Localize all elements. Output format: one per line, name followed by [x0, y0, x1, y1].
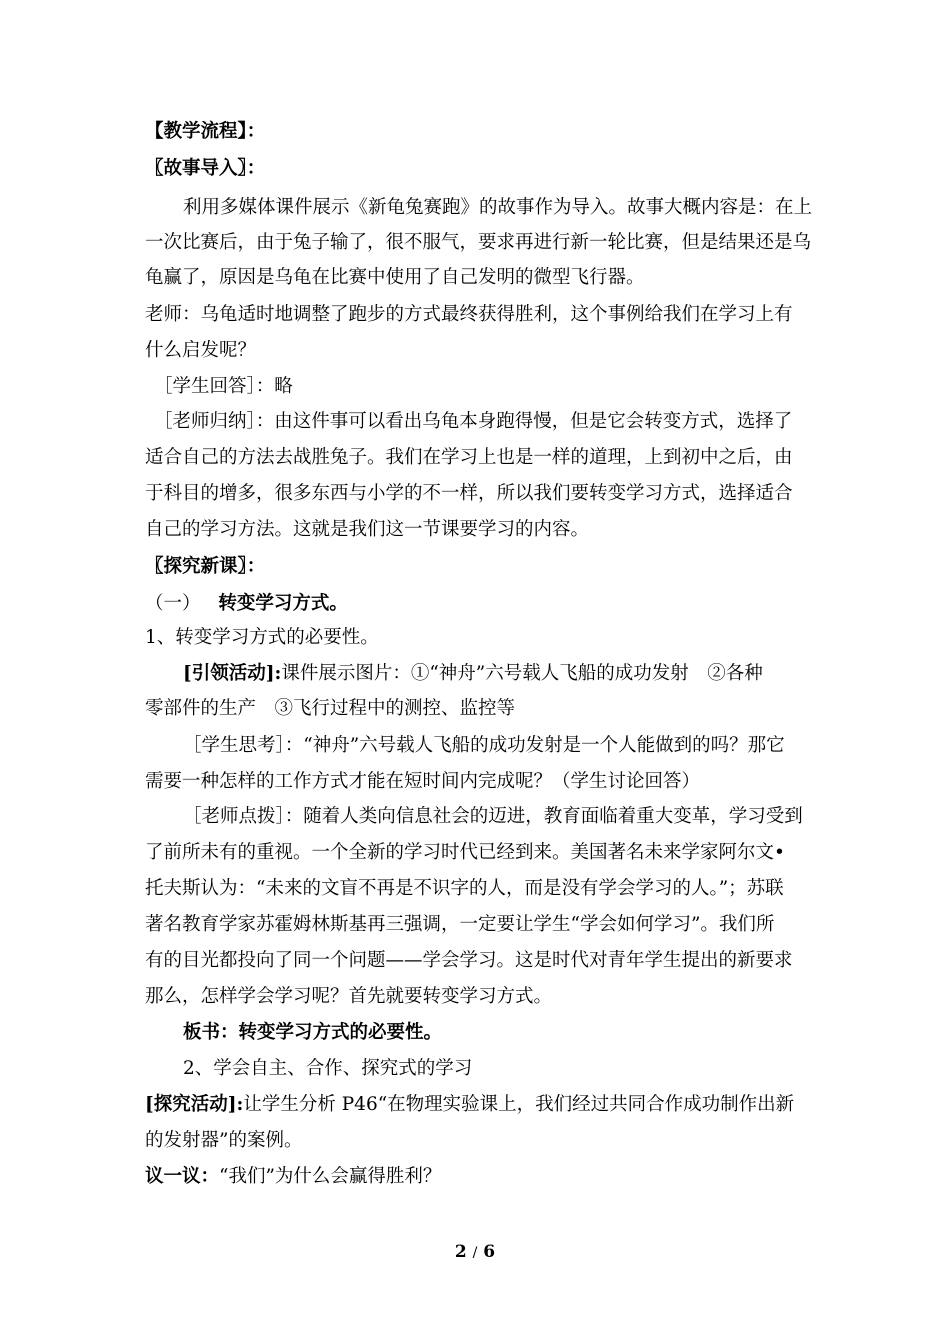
- explore-activity-line: [145, 1094, 794, 1116]
- explore-activity-label: [探究活动]:: [145, 1094, 244, 1115]
- explore-activity-text: 让学生分析 P46“在物理实验课上，我们经过共同合作成功制作出新: [243, 1094, 795, 1115]
- teacher-summary-line: 适合自己的方法去战胜兔子。我们在学习上也是一样的道理，上到初中之后，由: [145, 447, 793, 468]
- paragraph-line: 一次比赛后，由于兔子输了，很不服气，要求再进行新一轮比赛，但是结果还是乌: [145, 232, 812, 253]
- discuss-text: “我们”为什么会赢得胜利？: [219, 1166, 442, 1187]
- page-separator: /: [472, 1245, 478, 1261]
- paragraph-line: 龟赢了，原因是乌龟在比赛中使用了自己发明的微型飞行器。: [145, 267, 645, 288]
- section-heading: [145, 593, 348, 615]
- section-title: 转变学习方式。: [218, 593, 348, 614]
- current-page: 2: [454, 1242, 467, 1262]
- section-number: （一）: [145, 593, 201, 614]
- teacher-guide-line: 了前所未有的重视。一个全新的学习时代已经到来。美国著名未来学家阿尔文•: [145, 842, 785, 863]
- teacher-question-line: 什么启发呢？: [145, 340, 257, 361]
- board-note: 板书：转变学习方式的必要性。: [183, 1022, 443, 1043]
- activity-text: 课件展示图片：①“神舟”六号载人飞船的成功发射 ②各种: [281, 663, 763, 684]
- teacher-summary-line: 自己的学习方法。这就是我们这一节课要学习的内容。: [145, 519, 590, 540]
- teacher-summary-line: ［老师归纳］：由这件事可以看出乌龟本身跑得慢，但是它会转变方式，选择了: [154, 411, 793, 432]
- student-answer: ［学生回答］：略: [154, 376, 293, 397]
- item-1: 1、转变学习方式的必要性。: [145, 627, 379, 648]
- item-2: 2、学会自主、合作、探究式的学习: [183, 1058, 473, 1079]
- teacher-guide-line: 那么，怎样学会学习呢？首先就要转变学习方式。: [145, 986, 553, 1007]
- teacher-summary-line: 于科目的增多，很多东西与小学的不一样，所以我们要转变学习方式，选择适合: [145, 483, 793, 504]
- teacher-guide-line: 有的目光都投向了同一个问题——学会学习。这是时代对青年学生提出的新要求: [145, 950, 793, 971]
- page-number: [0, 1242, 950, 1262]
- activity-label: [引领活动]:: [183, 663, 282, 684]
- heading-teaching-flow: 【教学流程】：: [145, 121, 266, 142]
- teacher-guide-line: 著名教育学家苏霍姆林斯基再三强调，一定要让学生“学会如何学习”。我们所: [145, 914, 775, 935]
- heading-story-intro: 〖故事导入〗：: [145, 158, 266, 179]
- paragraph-line: 利用多媒体课件展示《新龟兔赛跑》的故事作为导入。故事大概内容是：在上: [183, 197, 813, 218]
- activity-line: 零部件的生产 ③飞行过程中的测控、监控等: [145, 698, 516, 719]
- teacher-guide-line: 托夫斯认为：“未来的文盲不再是不识字的人，而是没有学会学习的人。”；苏联: [145, 878, 784, 899]
- heading-explore: 〖探究新课〗：: [145, 556, 266, 577]
- explore-activity-line: 的发射器”的案例。: [145, 1130, 303, 1151]
- teacher-guide-line: ［老师点拨］：随着人类向信息社会的迈进，教育面临着重大变革，学习受到: [183, 806, 803, 827]
- discuss-label: 议一议：: [145, 1166, 220, 1187]
- student-think-line: 需要一种怎样的工作方式才能在短时间内完成呢？（学生讨论回答）: [145, 771, 701, 792]
- discuss-line: [145, 1166, 441, 1188]
- teacher-question-line: 老师：乌龟适时地调整了跑步的方式最终获得胜利，这个事例给我们在学习上有: [145, 304, 793, 325]
- total-pages: 6: [483, 1242, 496, 1262]
- activity-line: [183, 663, 763, 685]
- student-think-line: ［学生思考］：“神舟”六号载人飞船的成功发射是一个人能做到的吗？那它: [183, 735, 785, 756]
